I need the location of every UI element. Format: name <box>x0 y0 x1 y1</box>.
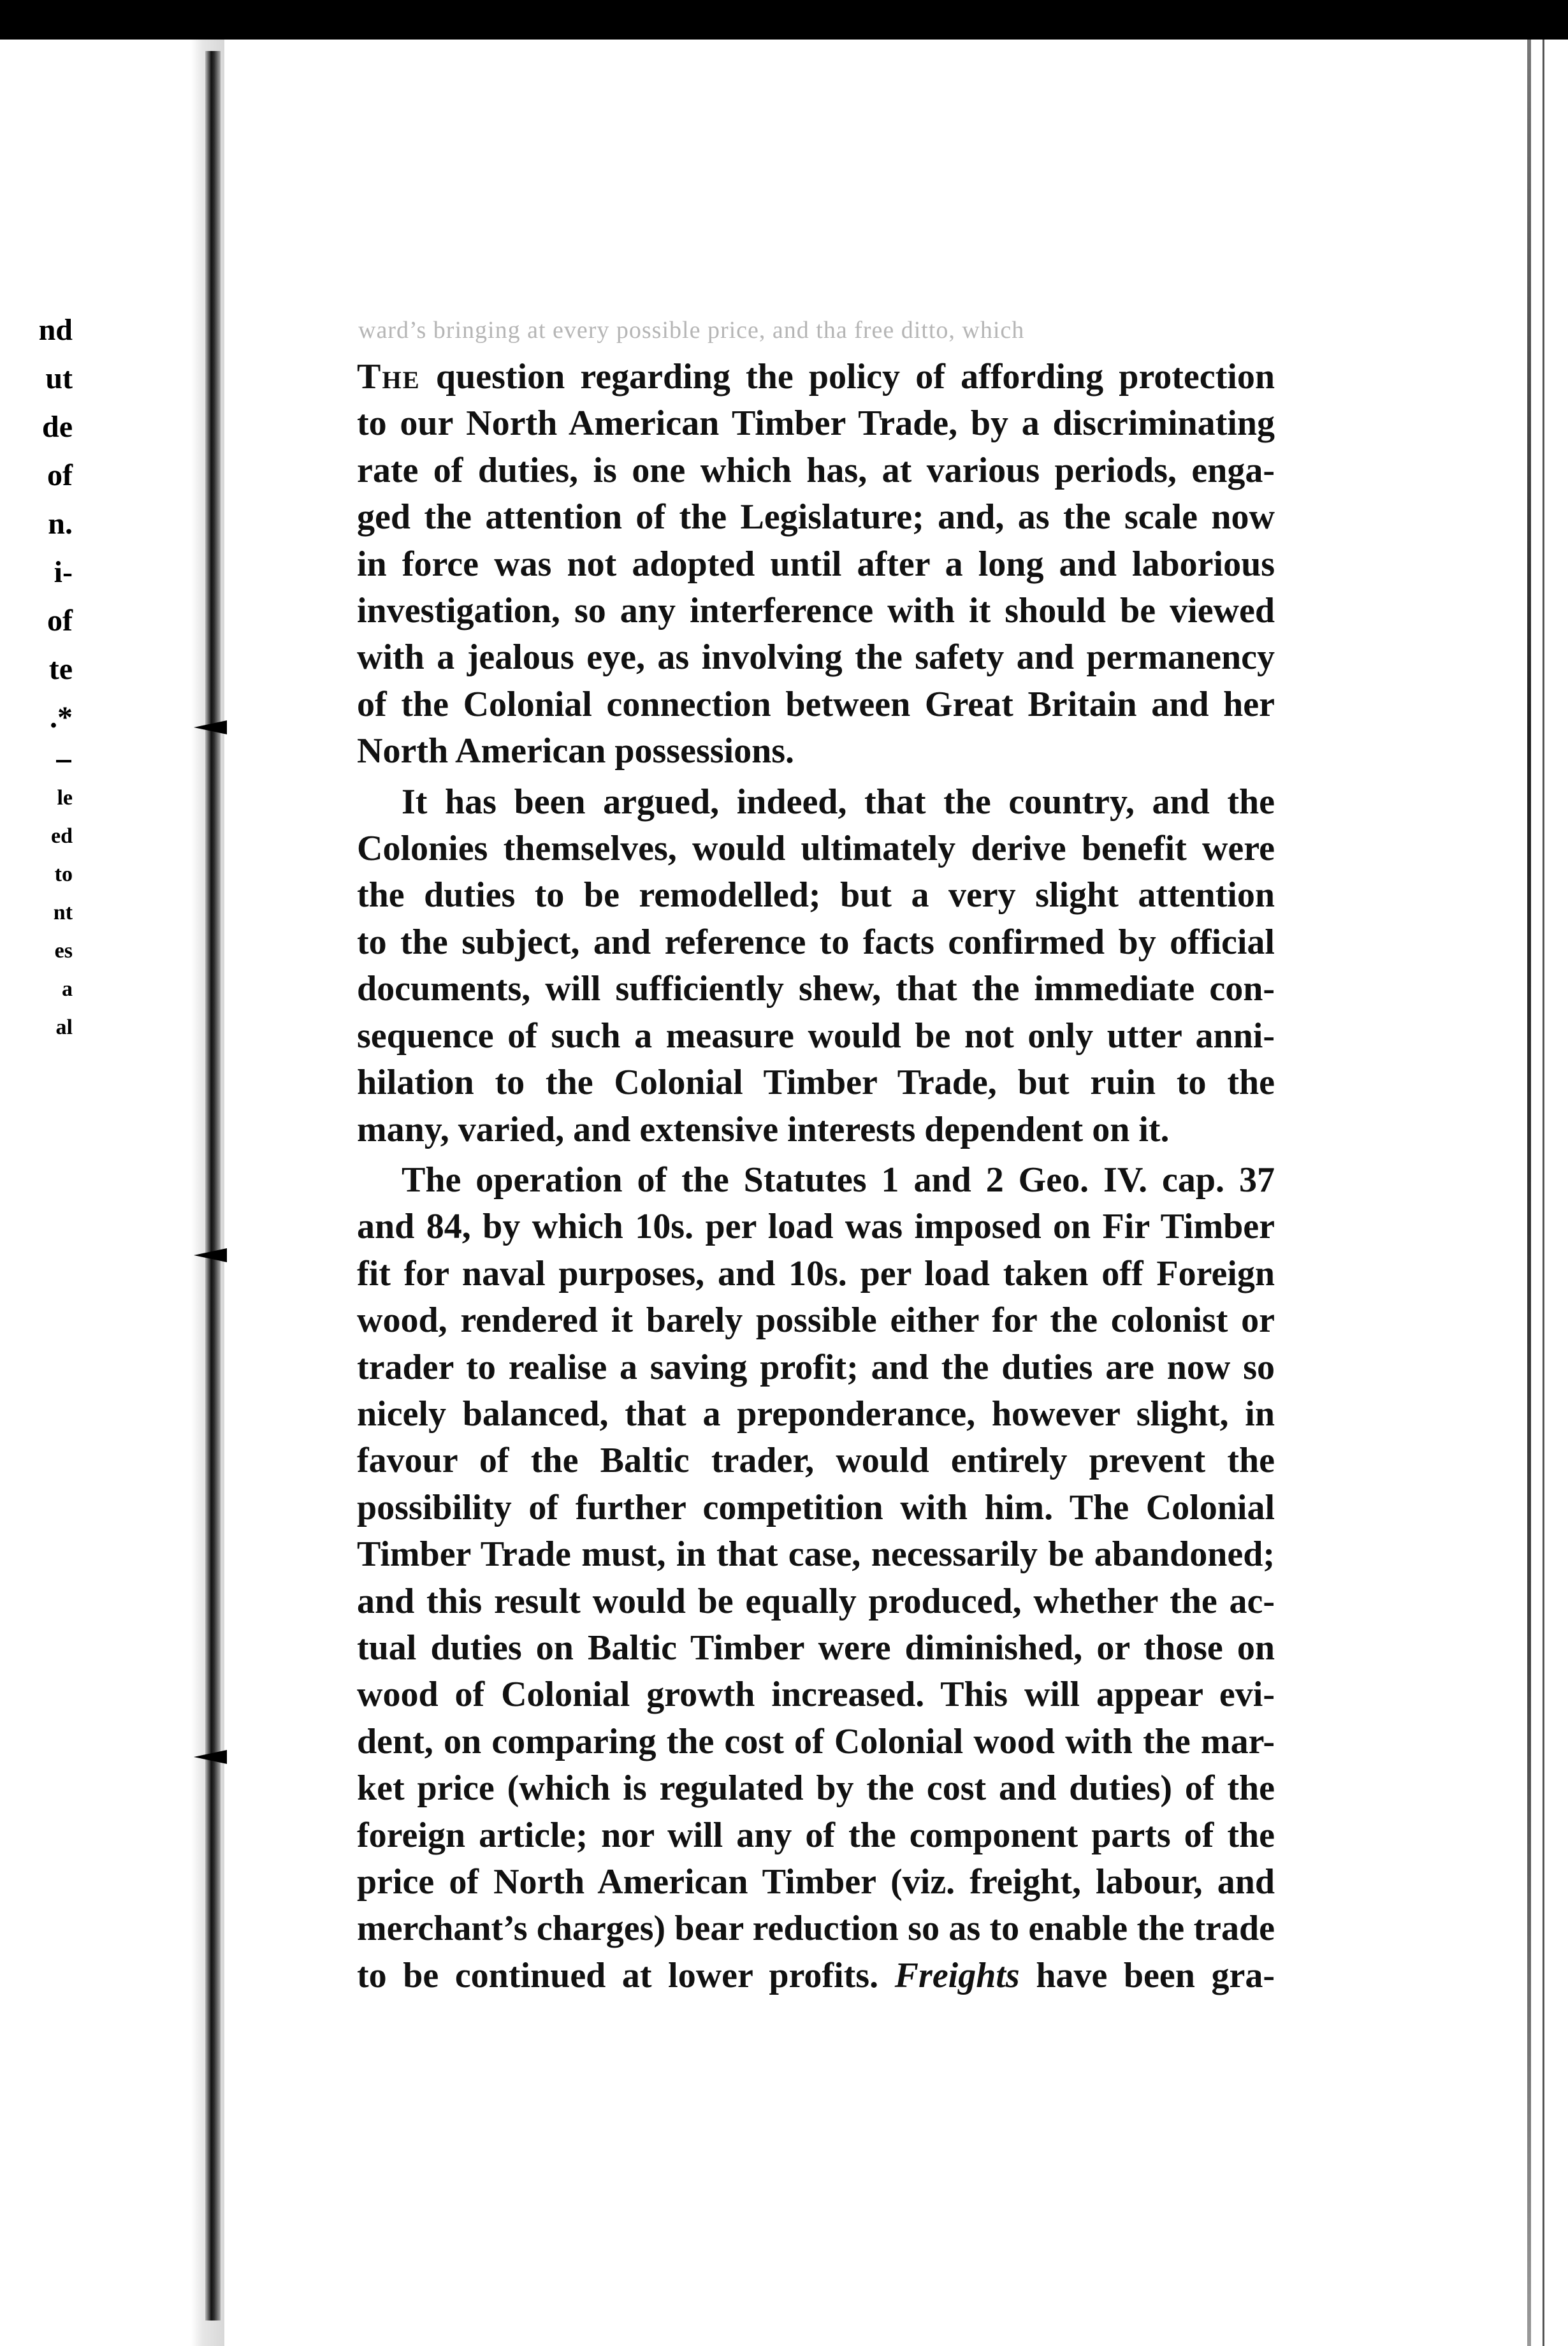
text-line: with a jealous eye, as involving the safety and permanency <box>357 638 1275 678</box>
page-edge-line <box>1543 40 1544 2346</box>
fragment: nt <box>53 901 73 924</box>
text-line: ged the attention of the Legislature; and, as the scale now <box>357 497 1275 537</box>
binding-spine <box>205 51 221 2320</box>
paragraph <box>357 354 1275 775</box>
text-line <box>357 354 1275 400</box>
page-edge <box>1527 40 1531 2346</box>
text-line: and 84, by which 10s. per load was imposed on Fir Timber <box>357 1207 1275 1247</box>
text-line: and this result would be equally produced, whether the ac- <box>357 1581 1275 1621</box>
text-line: rate of duties, is one which has, at various periods, enga- <box>357 450 1275 490</box>
fragment: te <box>48 652 73 686</box>
fragment: nd <box>38 313 73 347</box>
fragment: es <box>54 939 73 963</box>
text-line: trader to realise a saving profit; and the duties are now so <box>357 1347 1275 1387</box>
fragment: a <box>62 977 73 1001</box>
bleed-through-text: ward’s bringing at every possible price, and tha free ditto, which <box>358 317 1025 344</box>
text-line: documents, will sufficiently shew, that the immediate con- <box>357 969 1275 1009</box>
text-line: hilation to the Colonial Timber Trade, but ruin to the <box>357 1063 1275 1103</box>
fragment: .* <box>50 701 73 734</box>
text-line: in force was not adopted until after a long and laborious <box>357 544 1275 584</box>
facing-page-fragments <box>0 306 76 1047</box>
text-line: favour of the Baltic trader, would entirely prevent the <box>357 1441 1275 1481</box>
fragment: le <box>57 786 73 810</box>
fragment: ut <box>45 361 73 395</box>
text-line-content: question regarding the policy of affording protection <box>435 357 1275 397</box>
text-line-content: to be continued at lower profits. <box>357 1955 879 1995</box>
text-line: wood of Colonial growth increased. This will appear evi- <box>357 1675 1275 1715</box>
text-line: Timber Trade must, in that case, necessarily be abandoned; <box>357 1534 1275 1575</box>
italic-word: Freights <box>894 1955 1020 1995</box>
text-line: the duties to be remodelled; but a very slight attention <box>357 875 1275 915</box>
text-line: fit for naval purposes, and 10s. per load taken off Foreign <box>357 1253 1275 1293</box>
fragment: i- <box>54 555 73 589</box>
text-line: nicely balanced, that a preponderance, however slight, in <box>357 1394 1275 1434</box>
fragment: of <box>47 458 73 492</box>
text-line: tual duties on Baltic Timber were diminished, or those on <box>357 1628 1275 1668</box>
page-body <box>357 354 1275 1999</box>
text-line: to our North American Timber Trade, by a discriminating <box>357 404 1275 444</box>
text-line: Colonies themselves, would ultimately derive benefit were <box>357 829 1275 869</box>
fragment: ed <box>51 824 73 848</box>
text-line <box>357 1953 1275 1999</box>
scan-top-border <box>0 0 1568 40</box>
text-line: wood, rendered it barely possible either for the colonist or <box>357 1300 1275 1341</box>
fragment: al <box>55 1016 73 1039</box>
fragment: n. <box>48 507 73 541</box>
drop-cap-word: The <box>357 357 421 397</box>
text-line: investigation, so any interference with it should be viewed <box>357 591 1275 631</box>
text-line: price of North American Timber (viz. freight, labour, and <box>357 1862 1275 1902</box>
text-line: foreign article; nor will any of the component parts of the <box>357 1815 1275 1855</box>
text-line: many, varied, and extensive interests dependent on it. <box>357 1109 1170 1149</box>
text-line: of the Colonial connection between Great Britain and her <box>357 684 1275 724</box>
text-line: possibility of further competition with him. The Colonial <box>357 1487 1275 1527</box>
text-line-content: have been gra- <box>1036 1955 1275 1995</box>
text-line: North American possessions. <box>357 731 795 771</box>
fragment: of <box>47 604 73 638</box>
text-line: ket price (which is regulated by the cost and duties) of the <box>357 1768 1275 1809</box>
text-line: The operation of the Statutes 1 and 2 Geo. IV. cap. 37 <box>402 1160 1275 1200</box>
text-line: It has been argued, indeed, that the country, and the <box>402 782 1275 822</box>
fragment: to <box>54 863 73 886</box>
paragraph <box>357 779 1275 1153</box>
text-line: sequence of such a measure would be not only utter anni- <box>357 1016 1275 1056</box>
text-line: to the subject, and reference to facts confirmed by official <box>357 922 1275 962</box>
text-line: dent, on comparing the cost of Colonial wood with the mar- <box>357 1721 1275 1761</box>
fragment-rule <box>0 742 76 779</box>
paragraph <box>357 1157 1275 1999</box>
fragment: de <box>42 410 73 444</box>
text-line: merchant’s charges) bear reduction so as to enable the trade <box>357 1909 1275 1949</box>
